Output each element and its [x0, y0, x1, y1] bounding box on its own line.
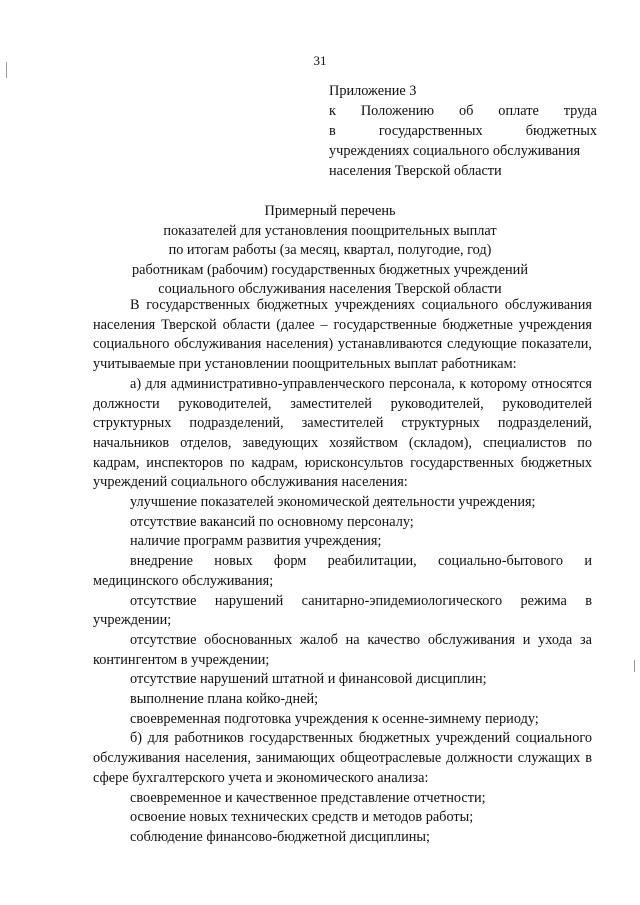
appendix-word: Положению: [360, 103, 435, 119]
appendix-word: в: [329, 123, 336, 139]
heading-line-3: по итогам работы (за месяц, квартал, полугодие, год): [168, 242, 492, 258]
list-item: освоение новых технических средств и методов работы;: [130, 809, 474, 826]
appendix-line-4: учреждениях социального обслуживания: [329, 143, 581, 159]
appendix-word: бюджетных: [525, 123, 597, 139]
heading-title: Примерный перечень: [264, 203, 396, 219]
appendix-line-2: [329, 101, 597, 121]
page-number: 31: [313, 53, 327, 68]
document-body: [93, 296, 592, 848]
list-item: отсутствие нарушений штатной и финансовой дисциплин;: [130, 671, 487, 688]
section-a-paragraph: а) для административно-управленческого персонала, к которому относятся должности руководителей, заместителей руководителей, руководителей структурных подразделений, заместителей структурных подразделений, начальников отделов, заведующих хозяйством (складом), специалистов по кадрам, инспекторов по кадрам, юрисконсультов государственных бюджетных учреждений социального обслуживания населения:: [93, 375, 592, 491]
list-item: внедрение новых форм реабилитации, социально-бытового и медицинского обслуживания;: [93, 553, 592, 589]
list-item: соблюдение финансово-бюджетной дисциплины;: [130, 828, 431, 845]
appendix-word: к: [329, 103, 336, 119]
list-item: своевременная подготовка учреждения к осенне-зимнему периоду;: [130, 710, 539, 727]
list-item: улучшение показателей экономической деятельности учреждения;: [130, 494, 536, 511]
appendix-word: оплате: [498, 103, 539, 119]
right-margin-mark: [634, 660, 635, 672]
appendix-block: [329, 81, 597, 181]
list-item: своевременное и качественное представление отчетности;: [130, 789, 486, 806]
list-item: наличие программ развития учреждения;: [130, 533, 382, 550]
appendix-line-5: населения Тверской области: [329, 163, 502, 179]
list-item: отсутствие обоснованных жалоб на качество обслуживания и ухода за контингентом в учреждении;: [93, 631, 592, 668]
intro-paragraph: В государственных бюджетных учреждениях социального обслуживания населения Тверской области (далее – государственные бюджетные учреждения социального обслуживания населения) устанавливаются следующие показатели, учитываемые при установлении поощрительных выплат работникам:: [93, 297, 592, 373]
appendix-title: Приложение 3: [329, 83, 417, 99]
section-b-paragraph: б) для работников государственных бюджетных учреждений социального обслуживания населения, занимающих общеотраслевые должности служащих в сфере бухгалтерского учета и экономического анализа:: [93, 730, 592, 786]
heading-line-5: социального обслуживания населения Тверской области: [158, 281, 502, 297]
heading-line-4: работникам (рабочим) государственных бюджетных учреждений: [132, 261, 528, 278]
document-heading: [70, 202, 590, 300]
appendix-word: об: [458, 103, 474, 119]
list-item: выполнение плана койко-дней;: [130, 691, 319, 708]
list-item: отсутствие нарушений санитарно-эпидемиологического режима в учреждении;: [93, 592, 592, 629]
appendix-word: труда: [563, 103, 597, 119]
appendix-word: государственных: [378, 123, 483, 139]
appendix-line-3: [329, 121, 597, 141]
heading-line-2: показателей для установления поощрительных выплат: [163, 222, 497, 239]
list-item: отсутствие вакансий по основному персоналу;: [130, 513, 414, 530]
